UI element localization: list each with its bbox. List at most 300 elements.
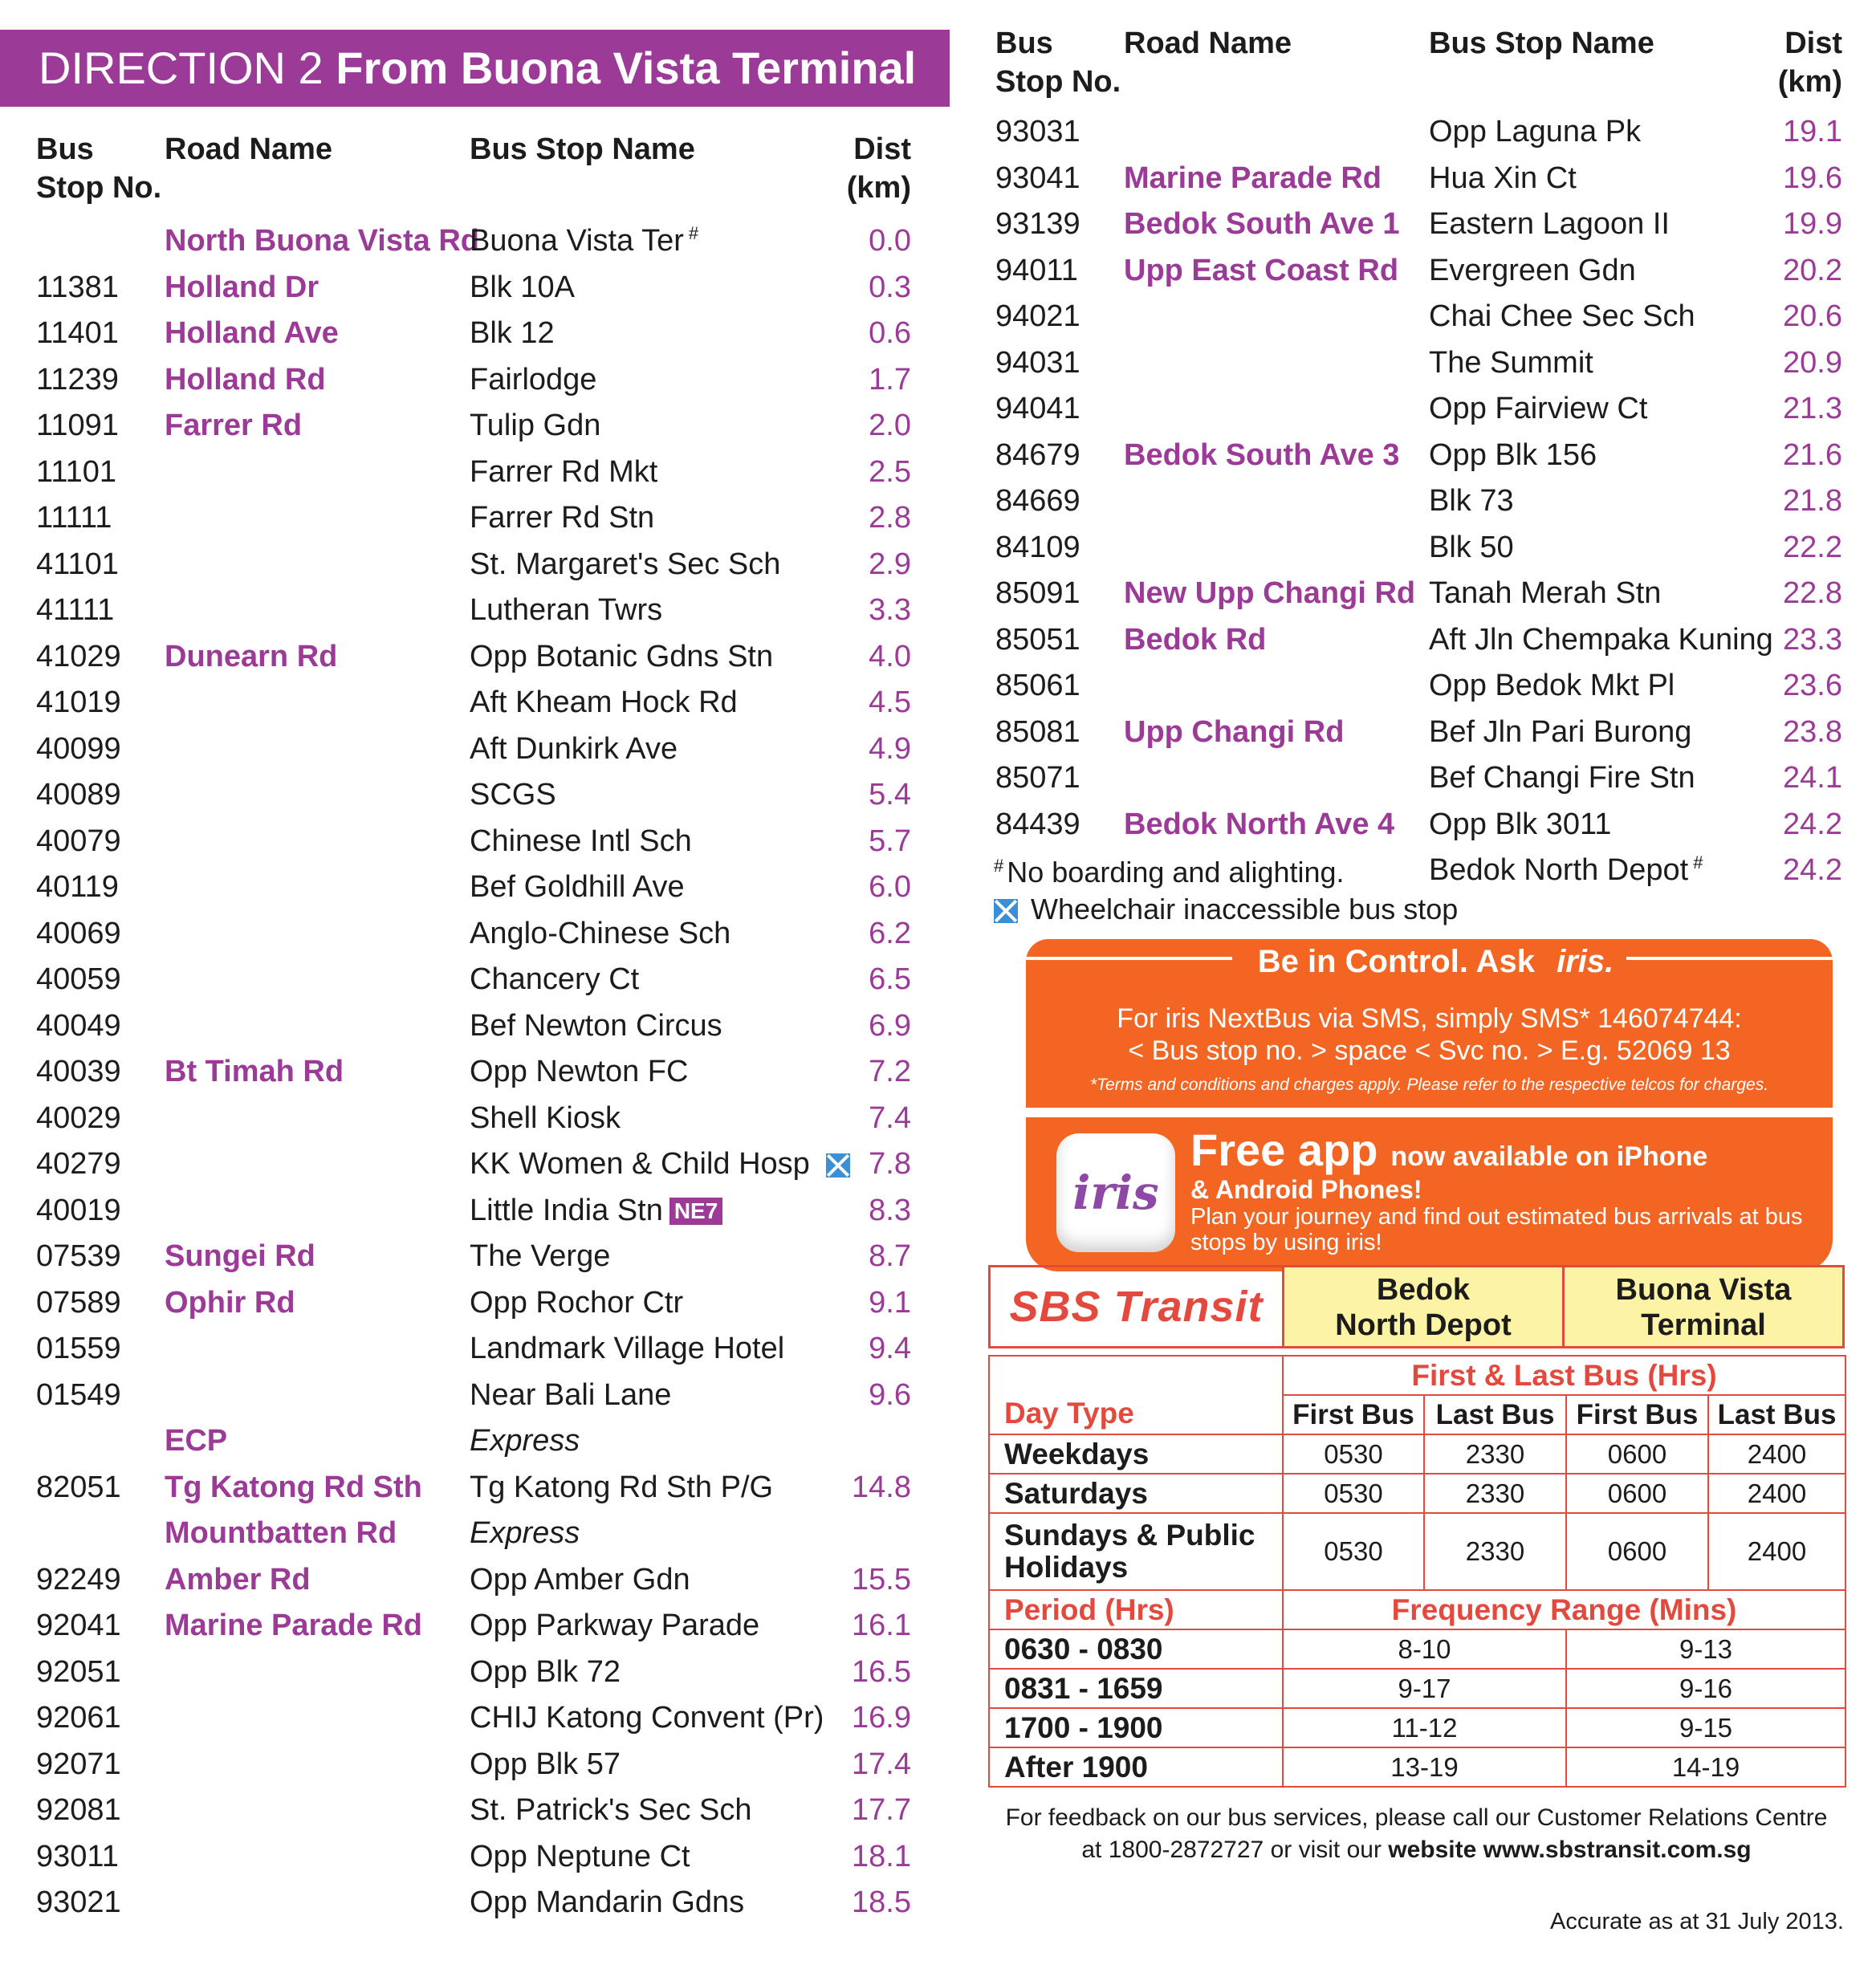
stop-name: Express	[470, 1516, 580, 1550]
table-row	[36, 1049, 911, 1096]
stop-name: Chancery Ct	[470, 962, 640, 996]
stop-name: Opp Bedok Mkt Pl	[1429, 669, 1675, 702]
road-name	[165, 1742, 470, 1788]
road-name: Bedok South Ave 3	[1124, 437, 1400, 472]
feedback-line: For feedback on our bus services, please call our Customer Relations Centre	[1005, 1804, 1828, 1831]
road-name: Bedok North Ave 4	[1124, 807, 1395, 841]
stop-distance: 0.0	[869, 224, 911, 258]
stop-number: 07589	[36, 1285, 121, 1320]
period-row	[989, 1669, 1845, 1708]
stop-number: 93011	[36, 1839, 119, 1873]
stop-number: 11381	[36, 270, 119, 304]
stop-distance: 21.3	[1783, 392, 1842, 425]
stop-name: Bef Goldhill Ave	[470, 870, 685, 904]
stop-number: 41111	[36, 593, 115, 627]
stop-name: Hua Xin Ct	[1429, 161, 1577, 195]
stop-distance	[831, 1418, 911, 1465]
stop-name: Tanah Merah Stn	[1429, 576, 1662, 610]
first-last-bus-header: First & Last Bus (Hrs)	[1283, 1356, 1845, 1395]
stop-distance: 1.7	[869, 362, 911, 397]
stop-number: 92041	[36, 1609, 121, 1642]
table-row	[36, 1373, 911, 1419]
stop-name: Blk 10A	[470, 270, 575, 304]
stop-name: Aft Jln Chempaka Kuning	[1429, 622, 1773, 657]
road-name	[1124, 478, 1429, 525]
table-row	[36, 1603, 911, 1649]
bus-time: 0530	[1283, 1513, 1424, 1590]
road-name	[165, 957, 470, 1003]
stop-number: 85071	[995, 761, 1080, 795]
bus-time: 2330	[1424, 1434, 1566, 1474]
road-name: Bt Timah Rd	[165, 1055, 344, 1088]
stop-distance: 7.4	[869, 1100, 911, 1135]
iris-terms: *Terms and conditions and charges apply. Please refer to the respective telcos for charges.	[1089, 1076, 1769, 1094]
stop-distance: 18.1	[852, 1839, 911, 1873]
stop-number: 92071	[36, 1747, 121, 1781]
stop-number: 84679	[995, 437, 1080, 472]
table-row	[36, 1003, 911, 1050]
stop-distance: 17.7	[852, 1793, 911, 1827]
stop-number: 85091	[995, 576, 1080, 610]
table-row	[995, 617, 1842, 664]
stop-name: Bef Changi Fire Stn	[1429, 761, 1695, 795]
stop-name: Tulip Gdn	[470, 409, 601, 442]
day-row	[989, 1513, 1845, 1590]
stop-number: 40079	[36, 824, 121, 858]
table-row	[995, 248, 1842, 295]
stop-name: St. Margaret's Sec Sch	[470, 547, 781, 581]
stop-distance: 21.6	[1783, 437, 1842, 472]
mrt-station-badge: NE7	[669, 1198, 722, 1225]
stop-number: 82051	[36, 1470, 121, 1504]
stop-number: 40119	[36, 870, 119, 904]
stop-name: SCGS	[470, 778, 556, 811]
stop-name: Opp Mandarin Gdns	[470, 1885, 745, 1919]
table-row	[36, 449, 911, 496]
header-stop-name: Bus Stop Name	[470, 132, 695, 166]
stop-number: 85051	[995, 622, 1080, 657]
note-wheelchair: Wheelchair inaccessible bus stop	[994, 893, 1458, 926]
period: 1700 - 1900	[989, 1708, 1283, 1747]
first-bus-header: First Bus	[1283, 1395, 1424, 1434]
table-row	[36, 819, 911, 865]
stop-name: Little India Stn NE7	[470, 1188, 831, 1235]
road-name	[165, 588, 470, 634]
stop-number: 11401	[36, 316, 119, 350]
stop-name: Bef Newton Circus	[470, 1008, 722, 1043]
stop-number: 11239	[36, 362, 119, 397]
table-row	[36, 1234, 911, 1280]
stop-distance: 9.6	[869, 1377, 911, 1412]
period-row	[989, 1708, 1845, 1747]
table-row	[36, 1418, 911, 1465]
stop-distance: 6.5	[869, 962, 911, 996]
frequency: 13-19	[1283, 1747, 1566, 1787]
right-stops-table	[995, 24, 1842, 894]
road-name: Mountbatten Rd	[165, 1516, 397, 1550]
bus-time: 2400	[1708, 1474, 1845, 1513]
road-name: Upp Changi Rd	[1124, 714, 1345, 749]
table-row	[36, 1511, 911, 1557]
stop-distance: 17.4	[852, 1747, 911, 1781]
header-stop-no: Bus Stop No.	[995, 26, 1121, 99]
stop-name: Buona Vista Ter #	[470, 223, 699, 258]
road-name	[1124, 109, 1429, 156]
iris-app-icon: iris	[1056, 1133, 1175, 1252]
stop-distance: 8.3	[869, 1193, 911, 1227]
day-row	[989, 1474, 1845, 1513]
road-name: Holland Rd	[165, 362, 326, 397]
bus-time: 0600	[1566, 1434, 1708, 1474]
table-row	[36, 1188, 911, 1235]
app-description: Plan your journey and find out estimated bus arrivals at bus stops by using iris!	[1190, 1204, 1803, 1255]
stop-name: Chinese Intl Sch	[470, 824, 692, 858]
stop-number: 11101	[36, 454, 117, 489]
stop-distance: 6.9	[869, 1008, 911, 1043]
table-row	[36, 1096, 911, 1142]
bus-time: 0530	[1283, 1474, 1424, 1513]
header-dist: Dist (km)	[1777, 26, 1842, 99]
road-name	[1124, 663, 1429, 710]
road-name	[1124, 294, 1429, 340]
stop-distance: 7.8	[869, 1147, 911, 1181]
bus-schedule-table	[988, 1355, 1846, 1788]
stop-distance: 23.8	[1783, 714, 1842, 749]
iris-headline: Be in Control. Ask iris.	[1026, 944, 1833, 980]
terminal-bedok-north: Bedok North Depot	[1284, 1267, 1565, 1346]
stop-number	[36, 1418, 165, 1465]
road-name: Holland Ave	[165, 316, 339, 350]
road-name	[165, 1326, 470, 1373]
stop-name: Opp Blk 156	[1429, 437, 1597, 472]
stop-name: Near Bali Lane	[470, 1377, 672, 1412]
schedule-header	[988, 1265, 1845, 1348]
stop-name: Landmark Village Hotel	[470, 1332, 785, 1365]
note-no-boarding: # No boarding and alighting.	[994, 856, 1345, 889]
table-row	[36, 1557, 911, 1604]
last-bus-header: Last Bus	[1708, 1395, 1845, 1434]
stop-name: Opp Neptune Ct	[470, 1839, 690, 1873]
table-row	[995, 201, 1842, 248]
table-row	[36, 726, 911, 773]
stop-distance: 19.9	[1783, 207, 1842, 241]
road-name: Ophir Rd	[165, 1285, 295, 1320]
stop-distance: 22.2	[1783, 530, 1842, 564]
stop-distance: 21.8	[1783, 484, 1842, 518]
road-name: Bedok South Ave 1	[1124, 207, 1400, 241]
stop-number	[36, 1511, 165, 1557]
header-stop-name: Bus Stop Name	[1429, 26, 1654, 60]
stop-name: Bedok North Depot #	[1429, 852, 1703, 887]
stop-name: St. Patrick's Sec Sch	[470, 1793, 752, 1827]
day-type-label: Day Type	[989, 1356, 1283, 1434]
stop-distance: 19.1	[1783, 115, 1842, 148]
direction-label: DIRECTION 2	[39, 43, 324, 93]
stop-number: 01559	[36, 1332, 121, 1365]
day-type: Sundays & Public Holidays	[989, 1513, 1283, 1590]
stop-number: 11111	[36, 501, 112, 535]
frequency: 9-17	[1283, 1669, 1566, 1708]
iris-sms-promo	[1026, 939, 1833, 1108]
road-name	[165, 1188, 470, 1235]
stop-number	[36, 218, 165, 265]
stop-number: 07539	[36, 1239, 121, 1273]
stop-number: 93021	[36, 1885, 121, 1919]
table-row	[995, 755, 1842, 802]
stop-distance: 2.8	[869, 501, 911, 535]
stop-distance: 2.0	[869, 409, 911, 442]
road-name	[165, 1695, 470, 1742]
stop-distance: 16.5	[852, 1654, 911, 1689]
table-row	[36, 1788, 911, 1834]
road-name: Tg Katong Rd Sth	[165, 1470, 422, 1504]
stop-distance: 6.2	[869, 916, 911, 950]
no-boarding-mark: #	[1693, 852, 1703, 873]
road-name	[165, 1834, 470, 1881]
stop-name: Eastern Lagoon II	[1429, 207, 1670, 241]
road-name	[165, 680, 470, 726]
stop-number: 94041	[995, 392, 1080, 425]
stop-name: Aft Dunkirk Ave	[470, 731, 678, 766]
stop-distance: 20.2	[1783, 253, 1842, 287]
table-row	[36, 1465, 911, 1511]
road-name: Marine Parade Rd	[1124, 161, 1382, 195]
stop-name: Blk 50	[1429, 530, 1514, 564]
stop-name: Anglo-Chinese Sch	[470, 916, 731, 950]
stop-number: 40089	[36, 778, 121, 811]
table-row	[995, 802, 1842, 848]
stop-name: Farrer Rd Mkt	[470, 454, 658, 489]
table-row	[36, 772, 911, 819]
frequency: 11-12	[1283, 1708, 1566, 1747]
table-row	[36, 1326, 911, 1373]
header-road-name: Road Name	[1124, 26, 1292, 60]
road-name	[165, 1880, 470, 1926]
period: 0630 - 0830	[989, 1629, 1283, 1669]
stop-name: Opp Rochor Ctr	[470, 1285, 684, 1320]
stop-distance: 20.9	[1783, 345, 1842, 380]
stop-name: Aft Kheam Hock Rd	[470, 685, 738, 719]
table-row	[36, 403, 911, 449]
stop-name: The Summit	[1429, 345, 1593, 380]
road-name	[1124, 386, 1429, 433]
stop-number: 40029	[36, 1100, 121, 1135]
road-name: Holland Dr	[165, 270, 319, 304]
app-title: Free app now available on iPhone	[1190, 1125, 1708, 1175]
road-name	[165, 1141, 470, 1188]
stop-distance: 23.6	[1783, 669, 1842, 702]
stop-distance: 24.1	[1783, 761, 1842, 795]
stop-name: Opp Blk 3011	[1429, 807, 1612, 841]
stop-number: 41019	[36, 685, 121, 719]
iris-sms-format: < Bus stop no. > space < Svc no. > E.g. 52069 13	[1128, 1035, 1731, 1066]
frequency: 9-16	[1566, 1669, 1845, 1708]
stop-distance: 16.9	[852, 1701, 911, 1735]
road-name	[165, 819, 470, 865]
stop-name: Opp Blk 57	[470, 1747, 621, 1781]
stop-distance: 4.5	[869, 685, 911, 719]
table-row	[36, 311, 911, 357]
table-row	[995, 710, 1842, 756]
road-name	[165, 726, 470, 773]
stop-name: Bef Jln Pari Burong	[1429, 714, 1692, 749]
table-row	[36, 1695, 911, 1742]
table-row	[36, 588, 911, 634]
road-name	[165, 911, 470, 958]
stop-distance: 24.2	[1783, 853, 1842, 887]
table-row	[995, 340, 1842, 387]
stop-name: The Verge	[470, 1239, 611, 1273]
period-row	[989, 1629, 1845, 1669]
iris-sms-instruction: For iris NextBus via SMS, simply SMS* 146074744:	[1117, 1003, 1742, 1034]
period: 0831 - 1659	[989, 1669, 1283, 1708]
road-name: Upp East Coast Rd	[1124, 253, 1399, 287]
sbs-transit-logo: SBS Transit	[991, 1267, 1284, 1346]
table-row	[36, 1141, 911, 1188]
stop-distance: 4.9	[869, 731, 911, 766]
stop-number: 40279	[36, 1147, 121, 1181]
road-name	[165, 1096, 470, 1142]
header-dist: Dist (km)	[846, 132, 911, 205]
frequency-header: Frequency Range (Mins)	[1283, 1590, 1845, 1629]
stop-distance: 23.3	[1783, 622, 1842, 657]
stop-distance: 19.6	[1783, 161, 1842, 195]
iris-app-promo	[1026, 1117, 1833, 1271]
stop-distance: 5.4	[869, 778, 911, 811]
terminal-buona-vista: Buona Vista Terminal	[1565, 1267, 1842, 1346]
table-row	[995, 571, 1842, 617]
table-row	[36, 634, 911, 681]
stop-distance: 7.2	[869, 1055, 911, 1088]
day-type: Saturdays	[989, 1474, 1283, 1513]
stop-number: 92051	[36, 1654, 121, 1689]
app-platforms: & Android Phones!	[1190, 1175, 1422, 1204]
accuracy-date: Accurate as at 31 July 2013.	[1550, 1909, 1844, 1934]
table-row	[36, 265, 911, 311]
website-link[interactable]: website www.sbstransit.com.sg	[1388, 1837, 1752, 1863]
wheelchair-inaccessible-icon	[826, 1153, 850, 1178]
stop-distance: 3.3	[869, 593, 911, 627]
period-row	[989, 1747, 1845, 1787]
stop-number: 92061	[36, 1701, 121, 1735]
road-name	[165, 1649, 470, 1696]
table-row	[995, 433, 1842, 479]
stop-number: 92249	[36, 1562, 121, 1597]
table-row	[995, 294, 1842, 340]
table-row	[36, 911, 911, 958]
stop-number: 40039	[36, 1055, 121, 1088]
table-row	[995, 156, 1842, 202]
stop-number: 40059	[36, 962, 121, 996]
stop-name: CHIJ Katong Convent (Pr)	[470, 1701, 824, 1735]
road-name: Amber Rd	[165, 1562, 311, 1597]
stop-number: 40049	[36, 1008, 121, 1043]
direction-title: From Buona Vista Terminal	[336, 43, 917, 93]
header-road-name: Road Name	[165, 132, 333, 166]
stop-number: 92081	[36, 1793, 121, 1827]
stop-distance	[831, 1511, 911, 1557]
road-name	[165, 495, 470, 542]
road-name	[165, 1373, 470, 1419]
stop-number: 85081	[995, 714, 1080, 749]
stop-number: 94031	[995, 345, 1080, 380]
stop-number: 41029	[36, 639, 121, 673]
bus-time: 0600	[1566, 1513, 1708, 1590]
table-row	[36, 1280, 911, 1327]
table-row	[36, 357, 911, 404]
stop-number: 40099	[36, 731, 121, 766]
direction-banner	[0, 30, 950, 107]
road-name: Sungei Rd	[165, 1239, 315, 1273]
stop-distance: 0.3	[869, 270, 911, 304]
day-type: Weekdays	[989, 1434, 1283, 1474]
table-row	[36, 1880, 911, 1926]
stop-number: 84109	[995, 530, 1080, 564]
stop-name: Farrer Rd Stn	[470, 501, 655, 535]
table-row	[36, 1649, 911, 1696]
frequency: 9-13	[1566, 1629, 1845, 1669]
road-name	[1124, 525, 1429, 572]
feedback-contact: at 1800-2872727 or visit our website www.sbstransit.com.sg	[1081, 1837, 1752, 1863]
stop-name: Chai Chee Sec Sch	[1429, 299, 1695, 333]
table-row	[36, 542, 911, 588]
stop-name: Evergreen Gdn	[1429, 253, 1636, 287]
stop-distance: 6.0	[869, 870, 911, 904]
stop-distance: 15.5	[852, 1562, 911, 1597]
stop-number: 94011	[995, 253, 1078, 287]
stop-number: 94021	[995, 299, 1080, 333]
road-name: Bedok Rd	[1124, 622, 1267, 657]
stop-number: 11091	[36, 409, 119, 442]
stop-number: 84439	[995, 807, 1080, 841]
stop-name: Opp Botanic Gdns Stn	[470, 639, 774, 673]
table-row	[36, 495, 911, 542]
table-row	[36, 864, 911, 911]
stop-number: 01549	[36, 1377, 121, 1412]
stop-name: Blk 12	[470, 316, 555, 350]
header-stop-no: Bus Stop No.	[36, 132, 162, 205]
bus-time: 2400	[1708, 1513, 1845, 1590]
stop-name: Shell Kiosk	[470, 1100, 621, 1135]
table-row	[995, 478, 1842, 525]
stop-number: 85061	[995, 669, 1080, 702]
stop-distance: 24.2	[1783, 807, 1842, 841]
stop-name: Blk 73	[1429, 484, 1514, 518]
stop-distance: 9.4	[869, 1332, 911, 1365]
table-row	[36, 1834, 911, 1881]
road-name: Farrer Rd	[165, 409, 303, 442]
period-label: Period (Hrs)	[989, 1590, 1283, 1629]
road-name	[165, 449, 470, 496]
stop-distance: 0.6	[869, 316, 911, 350]
wheelchair-inaccessible-icon	[994, 899, 1018, 923]
last-bus-header: Last Bus	[1424, 1395, 1566, 1434]
table-row	[995, 663, 1842, 710]
road-name	[165, 1003, 470, 1050]
stop-name: Opp Parkway Parade	[470, 1609, 760, 1642]
stop-name: Opp Fairview Ct	[1429, 392, 1648, 425]
road-name	[165, 1788, 470, 1834]
bus-time: 0530	[1283, 1434, 1424, 1474]
bus-time: 2330	[1424, 1513, 1566, 1590]
stop-name: Opp Newton FC	[470, 1055, 689, 1088]
bus-time: 2400	[1708, 1434, 1845, 1474]
stop-number: 93041	[995, 161, 1080, 195]
stop-number: 41101	[36, 547, 119, 581]
bus-time: 2330	[1424, 1474, 1566, 1513]
stop-name: Lutheran Twrs	[470, 593, 663, 627]
frequency: 9-15	[1566, 1708, 1845, 1747]
